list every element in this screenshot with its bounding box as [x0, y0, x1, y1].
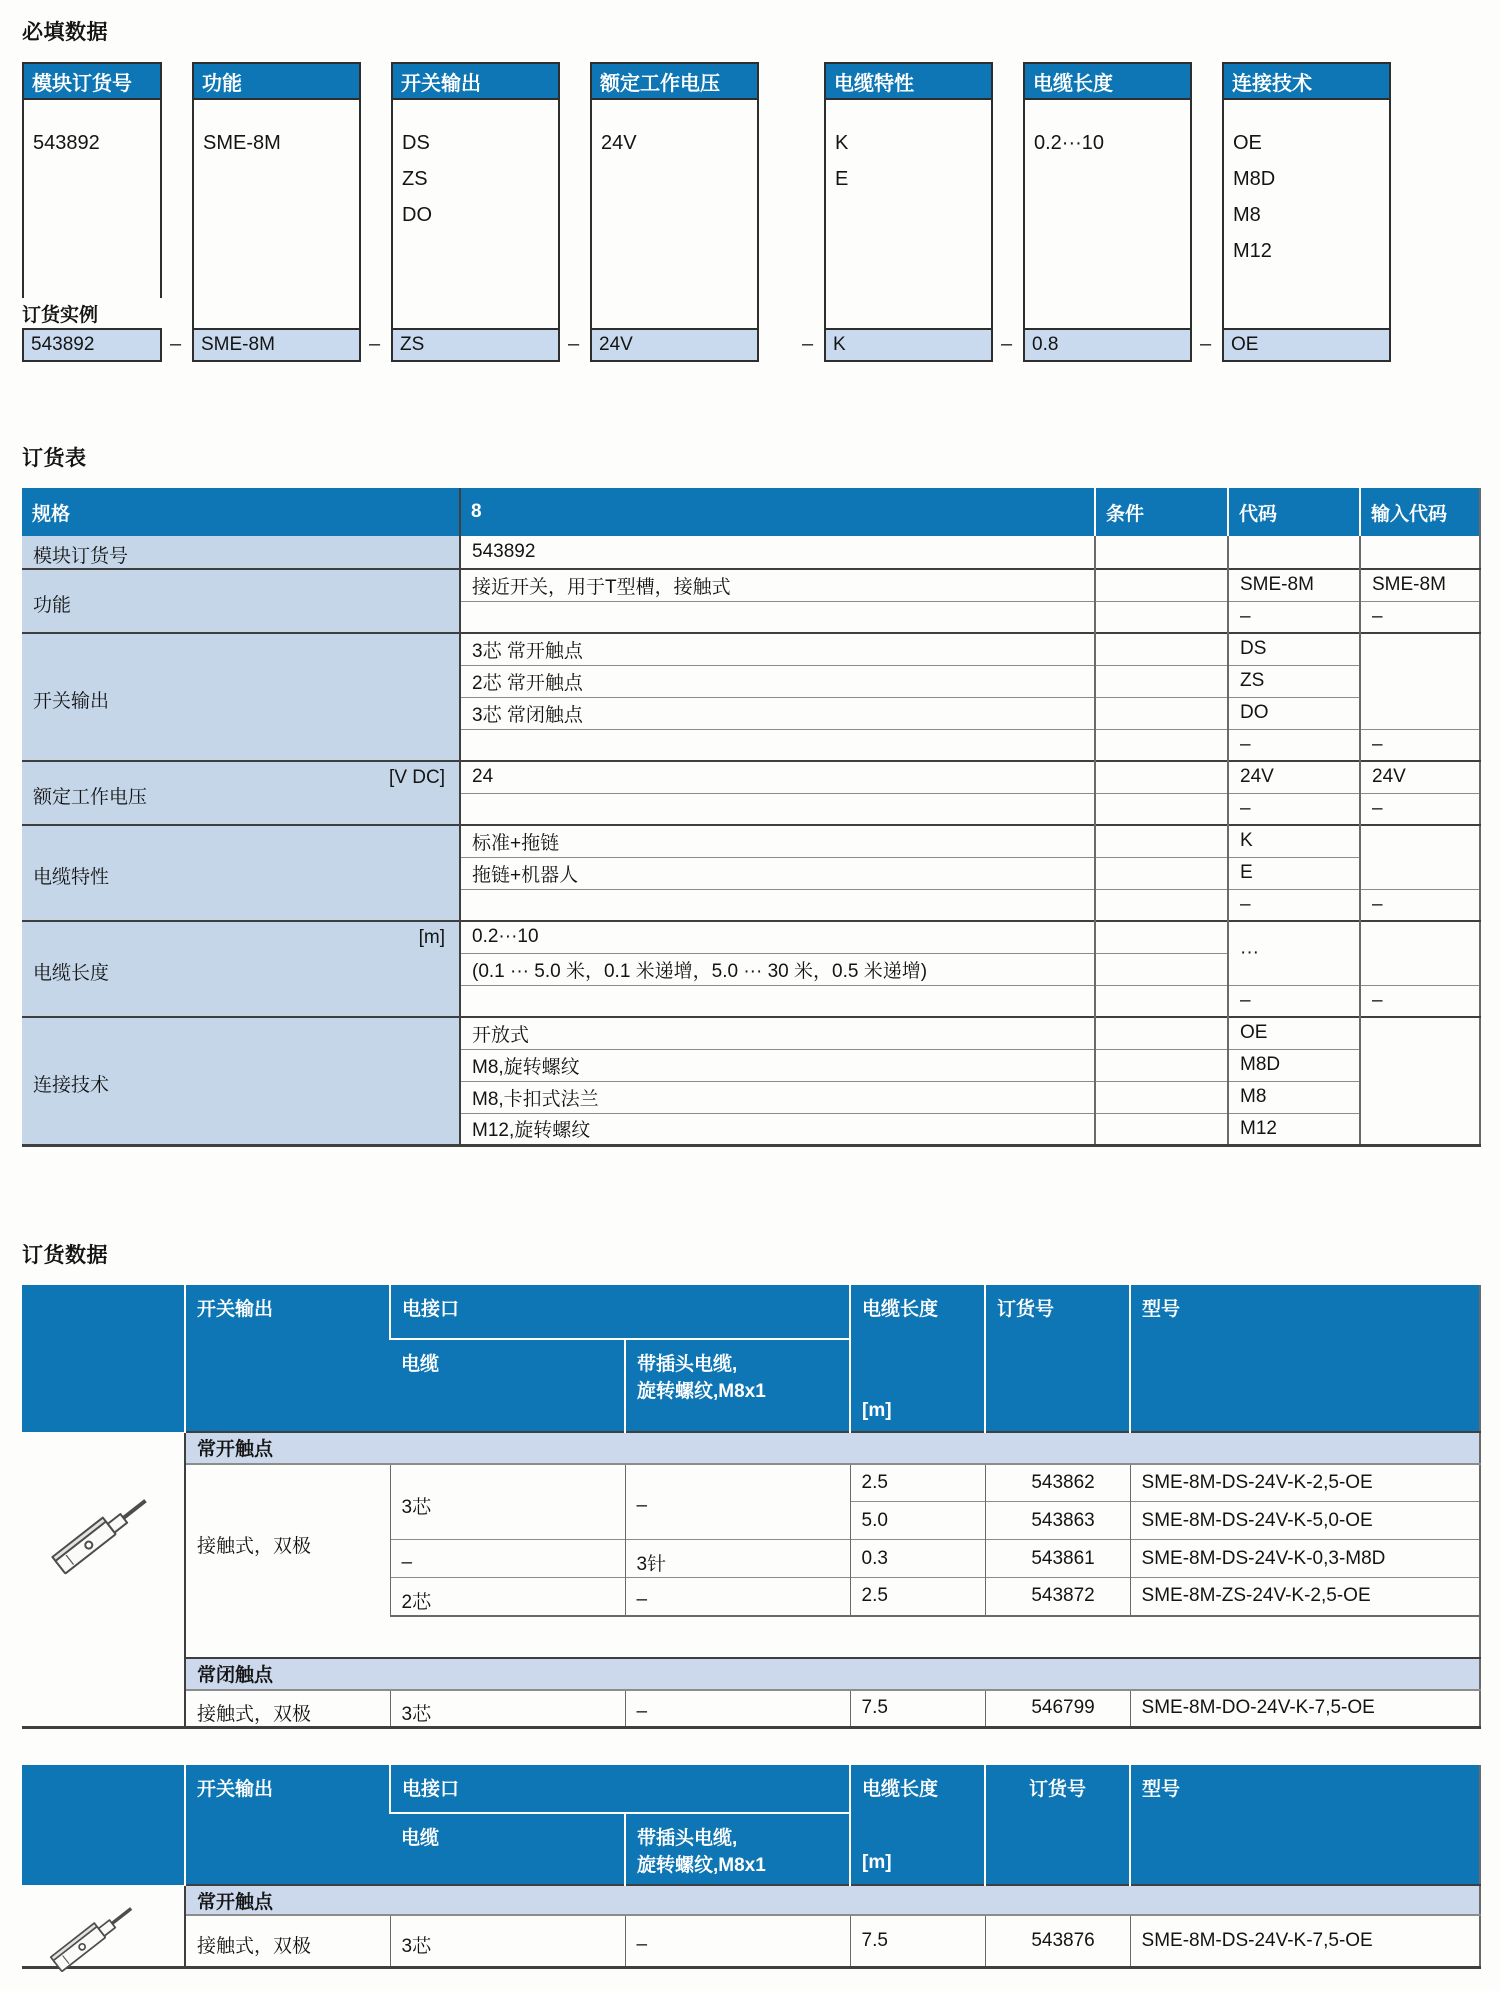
order-table-row: [22, 633, 1480, 665]
code-cell: SME-8M: [1228, 569, 1360, 601]
spec-cell: [22, 633, 460, 761]
cable-length-unit: [m]: [862, 1852, 892, 1873]
code-cell: DO: [1228, 697, 1360, 729]
condition-cell: [1095, 793, 1228, 825]
cable-length-header-wrap: [862, 1774, 984, 1874]
part-no-cell: 543863: [985, 1502, 1130, 1540]
cable-length-cell: 7.5: [850, 1690, 985, 1728]
plug-cell: –: [625, 1464, 850, 1540]
type-header: 型号: [1130, 1765, 1480, 1885]
ordering-data-table-1: [22, 1285, 1480, 1730]
input-code-cell: [1360, 633, 1480, 729]
value-cell: M8,旋转螺纹: [460, 1049, 1095, 1081]
order-table-row: [22, 569, 1480, 601]
spec-cell: [22, 921, 460, 1017]
spec-label: 功能: [33, 595, 72, 616]
plug-cable-subheader: [625, 1813, 850, 1885]
plug-subheader-line1: 带插头电缆,: [637, 1353, 738, 1375]
product-row: [22, 1690, 1480, 1728]
input-code-cell: –: [1360, 985, 1480, 1017]
product-image-column-header: [22, 1285, 185, 1432]
code-cell: –: [1228, 729, 1360, 761]
value-option: M8: [1233, 204, 1261, 226]
switching-output-header: 开关输出: [185, 1285, 390, 1432]
spec-label: 额定工作电压: [33, 787, 148, 808]
value-cell: 拖链+机器人: [460, 857, 1095, 889]
cable-length-cell: 0.3: [850, 1540, 985, 1578]
order-code-column-values: [22, 100, 162, 298]
ordering-data-table-2: [22, 1765, 1480, 1969]
cable-cell: 2芯: [390, 1578, 625, 1616]
cable-subheader: 电缆: [390, 1339, 625, 1432]
value-option: ZS: [402, 168, 428, 190]
value-cell: [460, 985, 1095, 1017]
cable-cell: 3芯: [390, 1915, 625, 1967]
ordering-data-table: [22, 1285, 1481, 1730]
part-no-cell: 543861: [985, 1540, 1130, 1578]
dash-separator: –: [802, 333, 814, 355]
order-table-title: 订货表: [22, 447, 87, 470]
value-cell: 标准+拖链: [460, 825, 1095, 857]
condition-cell: [1095, 1081, 1228, 1113]
dash-separator: –: [1200, 333, 1212, 355]
spec-label: 电缆特性: [33, 867, 110, 888]
electrical-interface-header: 电接口: [390, 1285, 850, 1339]
input-code-cell: [1360, 536, 1480, 569]
type-code-cell: SME-8M-DS-24V-K-0,3-M8D: [1130, 1540, 1480, 1578]
order-table-column-header: 条件: [1095, 488, 1228, 536]
cable-length-cell: 5.0: [850, 1502, 985, 1540]
condition-cell: [1095, 1113, 1228, 1145]
order-code-column-header: 连接技术: [1222, 62, 1391, 100]
order-table-column-header: 输入代码: [1360, 488, 1480, 536]
spec-cell: [22, 1017, 460, 1145]
value-cell: [460, 601, 1095, 633]
condition-cell: [1095, 1049, 1228, 1081]
condition-cell: [1095, 697, 1228, 729]
order-table-header-row: [22, 488, 1480, 536]
input-code-cell: –: [1360, 601, 1480, 633]
dash-separator: –: [170, 333, 182, 355]
part-no-header: 订货号: [985, 1285, 1130, 1432]
section-band-label: 常闭触点: [185, 1658, 1480, 1690]
part-no-cell: 543876: [985, 1915, 1130, 1967]
product-image-cell: [22, 1885, 185, 1967]
ordering-data-table: [22, 1765, 1481, 1969]
order-code-column-header: 电缆特性: [824, 62, 993, 100]
order-table-column-header: 规格: [22, 488, 460, 536]
spec-label: 开关输出: [33, 691, 110, 712]
condition-cell: [1095, 825, 1228, 857]
plug-cell: 3针: [625, 1540, 850, 1578]
input-code-cell: [1360, 1017, 1480, 1145]
code-cell: –: [1228, 985, 1360, 1017]
order-code-column-values: [590, 100, 759, 328]
dash-separator: –: [1001, 333, 1013, 355]
dash-separator: –: [369, 333, 381, 355]
value-cell: [460, 793, 1095, 825]
section-band-row: [22, 1658, 1480, 1690]
plug-cell: –: [625, 1578, 850, 1616]
value-cell: 24: [460, 761, 1095, 793]
order-code-column-header: 开关输出: [391, 62, 560, 100]
plug-cell: –: [625, 1915, 850, 1967]
plug-subheader-line2: 旋转螺纹,M8x1: [637, 1855, 766, 1876]
code-cell: ZS: [1228, 665, 1360, 697]
value-cell: 0.2···10: [460, 921, 1095, 953]
order-code-column-header: 模块订货号: [22, 62, 162, 100]
output-cell: 接触式，双极: [185, 1690, 390, 1728]
order-code-column-header: 额定工作电压: [590, 62, 759, 100]
code-cell: M12: [1228, 1113, 1360, 1145]
order-table-column-header: 代码: [1228, 488, 1360, 536]
ordering-example-label: 订货实例: [22, 304, 99, 326]
value-cell: 543892: [472, 541, 536, 562]
section-band-label: 常开触点: [185, 1432, 1480, 1464]
code-cell: OE: [1228, 1017, 1360, 1049]
order-table-row: [22, 536, 1480, 569]
cable-length-header: [850, 1765, 985, 1885]
type-code-cell: SME-8M-DO-24V-K-7,5-OE: [1130, 1690, 1480, 1728]
condition-cell: [1095, 536, 1228, 569]
value-option: DO: [402, 204, 432, 226]
input-code-cell: 24V: [1360, 761, 1480, 793]
example-box: 0.8 –: [1023, 328, 1192, 362]
value-cell: [460, 729, 1095, 761]
order-code-column: [1200, 62, 1391, 362]
order-table-row: [22, 921, 1480, 953]
order-table-column-header: 8: [460, 488, 1095, 536]
value-option: M8D: [1233, 168, 1276, 190]
value-option: OE: [1233, 132, 1262, 154]
condition-cell: [1095, 633, 1228, 665]
condition-cell: [1095, 729, 1228, 761]
input-code-cell: –: [1360, 793, 1480, 825]
code-cell: DS: [1228, 633, 1360, 665]
example-box: SME-8M –: [192, 328, 361, 362]
code-cell: E: [1228, 857, 1360, 889]
input-code-cell: [1360, 825, 1480, 889]
sensor-product-drawing-icon: [40, 1476, 165, 1596]
sensor-product-drawing-icon: [40, 1887, 148, 1991]
value-cell: 3芯 常开触点: [460, 633, 1095, 665]
condition-cell: [1095, 889, 1228, 921]
spec-cell: [22, 825, 460, 921]
spec-label: 模块订货号: [33, 546, 129, 567]
code-cell: K: [1228, 825, 1360, 857]
value-option: 543892: [33, 132, 100, 154]
order-code-column-values: [1222, 100, 1391, 328]
condition-cell: [1095, 857, 1228, 889]
plug-cell: –: [625, 1690, 850, 1728]
order-code-column: [802, 62, 993, 362]
order-code-column-values: [192, 100, 361, 328]
table-gap-row: [22, 1616, 1480, 1658]
value-cell: M8,卡扣式法兰: [460, 1081, 1095, 1113]
product-row: [22, 1464, 1480, 1502]
value-option: DS: [402, 132, 430, 154]
required-data-title: 必填数据: [22, 21, 108, 44]
order-code-column-values: [391, 100, 560, 328]
condition-cell: [1095, 1017, 1228, 1049]
condition-cell: [1095, 953, 1228, 985]
part-no-cell: 543862: [985, 1464, 1130, 1502]
code-cell: [1228, 536, 1360, 569]
input-code-cell: [1360, 921, 1480, 985]
order-code-column: [22, 62, 162, 362]
order-table-row: [22, 761, 1480, 793]
code-cell: M8: [1228, 1081, 1360, 1113]
example-box: 543892: [22, 328, 162, 362]
output-cell: 接触式，双极: [197, 1535, 312, 1557]
type-code-cell: SME-8M-DS-24V-K-5,0-OE: [1130, 1502, 1480, 1540]
code-cell: –: [1228, 601, 1360, 633]
section-band-label: 常开触点: [185, 1885, 1480, 1915]
code-cell: ···: [1228, 921, 1360, 985]
value-cell: 接近开关，用于T型槽，接触式: [460, 569, 1095, 601]
order-code-column-header: 电缆长度: [1023, 62, 1192, 100]
part-no-cell: 543872: [985, 1578, 1130, 1616]
cable-cell: 3芯: [390, 1464, 625, 1540]
order-table-row: [22, 1017, 1480, 1049]
cable-cell: 3芯: [390, 1690, 625, 1728]
condition-cell: [1095, 761, 1228, 793]
type-code-cell: SME-8M-ZS-24V-K-2,5-OE: [1130, 1578, 1480, 1616]
dash-separator: –: [568, 333, 580, 355]
condition-cell: [1095, 985, 1228, 1017]
example-box: K –: [824, 328, 993, 362]
code-cell: –: [1228, 793, 1360, 825]
spec-cell: [22, 569, 460, 633]
cable-length-header-wrap: [862, 1294, 984, 1422]
gap-cell: [185, 1616, 1480, 1658]
cable-subheader: 电缆: [390, 1813, 625, 1885]
value-cell: [460, 889, 1095, 921]
product-row: [22, 1915, 1480, 1967]
value-option: M12: [1233, 240, 1272, 262]
ordering-data-title: 订货数据: [22, 1243, 108, 1267]
condition-cell: [1095, 569, 1228, 601]
output-cell: 接触式，双极: [185, 1915, 390, 1967]
spec-cell: [22, 761, 460, 825]
order-table: [22, 488, 1481, 1147]
order-code-column: [568, 62, 759, 362]
type-header: 型号: [1130, 1285, 1480, 1432]
cable-length-label: 电缆长度: [862, 1298, 939, 1320]
value-option: K: [835, 132, 849, 154]
code-cell: M8D: [1228, 1049, 1360, 1081]
input-code-cell: SME-8M: [1360, 569, 1480, 601]
example-box: OE –: [1222, 328, 1391, 362]
plug-subheader-line2: 旋转螺纹,M8x1: [637, 1380, 766, 1402]
code-cell: 24V: [1228, 761, 1360, 793]
plug-subheader-line1: 带插头电缆,: [637, 1828, 738, 1849]
value-option: 0.2···10: [1034, 132, 1105, 154]
order-table-body: [22, 536, 1480, 1145]
spec-cell: [22, 536, 460, 569]
order-code-column: [369, 62, 560, 362]
electrical-interface-header: 电接口: [390, 1765, 850, 1813]
example-box: ZS –: [391, 328, 560, 362]
input-code-cell: –: [1360, 889, 1480, 921]
cable-length-header: [850, 1285, 985, 1432]
product-image-cell: [22, 1432, 185, 1728]
value-option: E: [835, 168, 849, 190]
example-box: 24V –: [590, 328, 759, 362]
cable-cell: –: [390, 1540, 625, 1578]
spec-unit: [V DC]: [389, 767, 445, 788]
order-table-row: [22, 825, 1480, 857]
value-cell: 开放式: [460, 1017, 1095, 1049]
plug-cable-subheader: [625, 1339, 850, 1432]
spec-unit: [m]: [418, 927, 445, 948]
condition-cell: [1095, 921, 1228, 953]
cable-length-cell: 7.5: [850, 1915, 985, 1967]
order-code-column-values: [824, 100, 993, 328]
value-cell: 2芯 常开触点: [460, 665, 1095, 697]
order-code-column: [170, 62, 361, 362]
cable-length-cell: 2.5: [850, 1578, 985, 1616]
order-code-column-values: [1023, 100, 1192, 328]
spec-label: 连接技术: [33, 1074, 110, 1096]
order-code-column-header: 功能: [192, 62, 361, 100]
cable-length-label: 电缆长度: [862, 1779, 939, 1800]
section-band-row: [22, 1432, 1480, 1464]
type-code-cell: SME-8M-DS-24V-K-2,5-OE: [1130, 1464, 1480, 1502]
condition-cell: [1095, 601, 1228, 633]
input-code-cell: –: [1360, 729, 1480, 761]
value-option: 24V: [601, 132, 637, 154]
product-image-column-header: [22, 1765, 185, 1885]
type-code-cell: SME-8M-DS-24V-K-7,5-OE: [1130, 1915, 1480, 1967]
spec-label: 电缆长度: [33, 963, 110, 984]
order-code-column: [1001, 62, 1192, 362]
condition-cell: [1095, 665, 1228, 697]
code-cell: –: [1228, 889, 1360, 921]
value-cell: M12,旋转螺纹: [460, 1113, 1095, 1145]
order-code-diagram: [22, 62, 1480, 362]
cable-length-cell: 2.5: [850, 1464, 985, 1502]
section-band-row: [22, 1885, 1480, 1915]
switching-output-header: 开关输出: [185, 1765, 390, 1885]
cable-length-unit: [m]: [862, 1399, 892, 1421]
value-cell: (0.1 ··· 5.0 米，0.1 米递增，5.0 ··· 30 米，0.5 米递增): [460, 953, 1095, 985]
value-option: SME-8M: [203, 132, 281, 154]
value-cell: 3芯 常闭触点: [460, 697, 1095, 729]
part-no-cell: 546799: [985, 1690, 1130, 1728]
part-no-header: 订货号: [985, 1765, 1130, 1885]
